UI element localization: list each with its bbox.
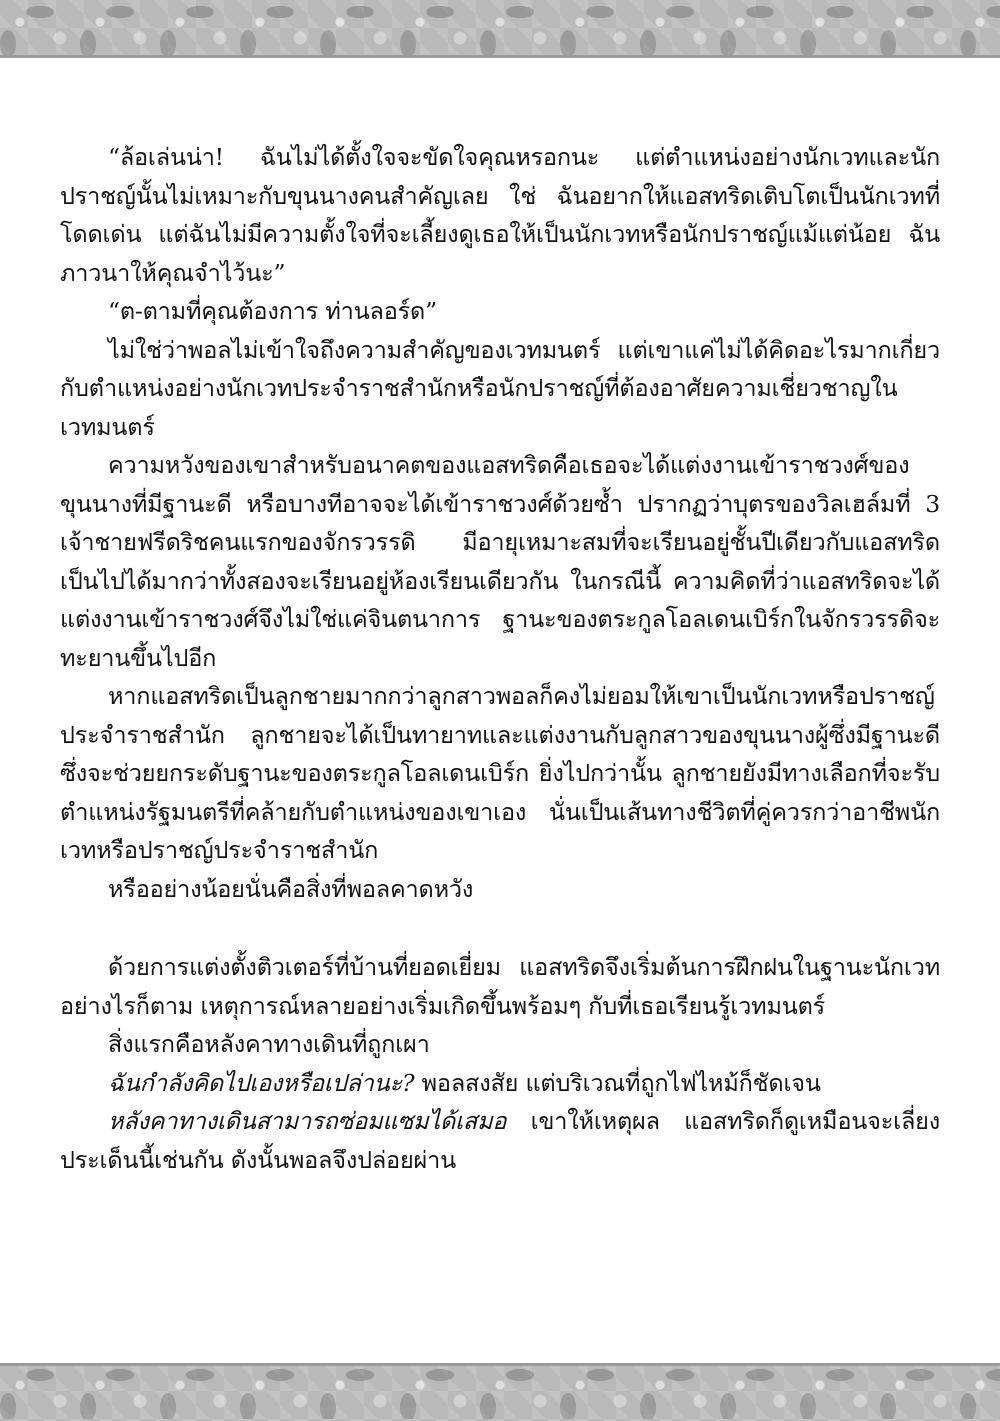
paragraph: หากแอสทริดเป็นลูกชายมากกว่าลูกสาวพอลก็คงไม่ยอมให้เขาเป็นนักเวทหรือปราชญ์ประจำราชสำนัก ลูกชายจะได้เป็นทายาทและแต่งงานกับลูกสาวของขุนนางผู้ซึ่งมีฐานะดี ซึ่งจะช่วยยกระดับฐานะของตระกูลโอลเดนเบิร์ก ยิ่งไปกว่านั้น ลูกชายยังมีทางเลือกที่จะรับตำแหน่งรัฐมนตรีที่คล้ายกับตำแหน่งของเขาเอง นั่นเป็นเส้นทางชีวิตที่คู่ควรกว่าอาชีพนักเวทหรือปราชญ์ประจำราชสำนัก [60,682,940,864]
section-break [60,908,940,948]
paragraph: “ต-ตามที่คุณต้องการ ท่านลอร์ด” [108,297,437,325]
paragraph: ด้วยการแต่งตั้งติวเตอร์ที่บ้านที่ยอดเยี่ยม แอสทริดจึงเริ่มต้นการฝึกฝนในฐานะนักเวท อย่างไรก็ตาม เหตุการณ์หลายอย่างเริ่มเกิดขึ้นพร้อมๆ กับที่เธอเรียนรู้เวทมนตร์ [60,953,940,1020]
italic-thought: ฉันกำลังคิดไปเองหรือเปล่านะ? [108,1068,415,1097]
paragraph [60,1102,940,1179]
paragraph: ไม่ใช่ว่าพอลไม่เข้าใจถึงความสำคัญของเวทมนตร์ แต่เขาแค่ไม่ได้คิดอะไรมากเกี่ยวกับตำแหน่งอย่างนักเวทประจำราชสำนักหรือนักปราชญ์ที่ต้องอาศัยความเชี่ยวชาญในเวทมนตร์ [60,335,940,441]
paragraph: สิ่งแรกคือหลังคาทางเดินที่ถูกเผา [108,1030,430,1058]
paragraph [60,1064,940,1103]
paragraph-text: พอลสงสัย แต่บริเวณที่ถูกไฟไหม้ก็ชัดเจน [414,1068,821,1097]
decorative-header-band [0,0,1000,58]
page-body-text [60,138,940,1179]
decorative-footer-band [0,1363,1000,1421]
paragraph: หรืออย่างน้อยนั่นคือสิ่งที่พอลคาดหวัง [108,874,474,903]
paragraph: “ล้อเล่นน่า! ฉันไม่ได้ตั้งใจจะขัดใจคุณหรอกนะ แต่ตำแหน่งอย่างนักเวทและนักปราชญ์นั้นไม่เหมาะกับขุนนางคนสำคัญเลย ใช่ ฉันอยากให้แอสทริดเติบโตเป็นนักเวทที่โดดเด่น แต่ฉันไม่มีความตั้งใจที่จะเลี้ยงดูเธอให้เป็นนักเวทหรือนักปราชญ์แม้แต่น้อย ฉันภาวนาให้คุณจำไว้นะ” [60,143,940,287]
paragraph-text: เขาให้เหตุผล แอสทริดก็ดูเหมือนจะเลี่ยงประเด็นนี้เช่นกัน ดังนั้นพอลจึงปล่อยผ่าน [60,1107,940,1174]
paragraph: ความหวังของเขาสำหรับอนาคตของแอสทริดคือเธอจะได้แต่งงานเข้าราชวงศ์ของขุนนางที่มีฐานะดี หรือบางทีอาจจะได้เข้าราชวงศ์ด้วยซ้ำ ปรากฏว่าบุตรของวิลเฮล์มที่ 3 เจ้าชายฟรีดริชคนแรกของจักรวรรดิ มีอายุเหมาะสมที่จะเรียนอยู่ชั้นปีเดียวกับแอสทริด เป็นไปได้มากว่าทั้งสองจะเรียนอยู่ห้องเรียนเดียวกัน ในกรณีนี้ ความคิดที่ว่าแอสทริดจะได้แต่งงานเข้าราชวงศ์จึงไม่ใช่แค่จินตนาการ ฐานะของตระกูลโอลเดนเบิร์กในจักรวรรดิจะทะยานขึ้นไปอีก [60,451,941,672]
italic-thought: หลังคาทางเดินสามารถซ่อมแซมได้เสมอ [108,1107,507,1135]
